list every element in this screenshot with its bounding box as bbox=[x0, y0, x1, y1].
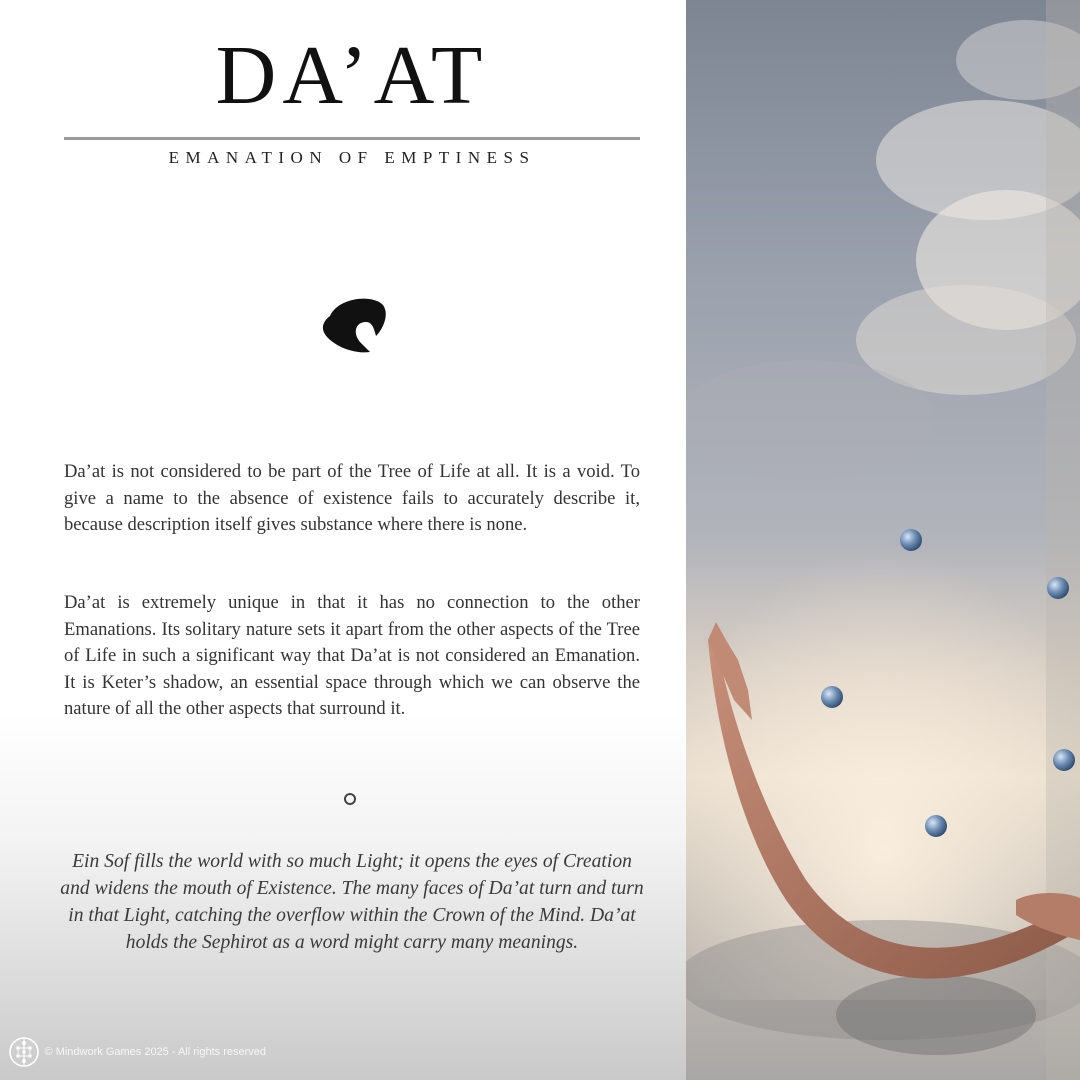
page-title: DA’AT bbox=[215, 29, 489, 122]
page-subtitle: EMANATION OF EMPTINESS bbox=[168, 148, 536, 167]
body-paragraph-1: Da’at is not considered to be part of the Tree of Life at all. It is a void. To give a name to the absence of existence fails to accurately describe it, because description itself gives substance where there is none. bbox=[64, 461, 640, 535]
title-divider bbox=[64, 137, 640, 140]
copyright-notice: © Mindwork Games 2025 - All rights reserved bbox=[44, 1046, 266, 1058]
body-paragraph-2: Da’at is extremely unique in that it has no connection to the other Emanations. Its solitary nature sets it apart from the other aspects of the Tree of Life in such a significant way that Da’at is not considered an Emanation. It is Keter’s shadow, an essential space through which we can observe the nature of all the other aspects that surround it. bbox=[64, 592, 640, 719]
flavor-quote: Ein Sof fills the world with so much Light; it opens the eyes of Creation and widens the mouth of Existence. The many faces of Da’at turn and turn in that Light, catching the overflow within the Crown of the Mind. Da’at holds the Sephirot as a word might carry many meanings. bbox=[60, 851, 644, 953]
daat-sigil-icon bbox=[318, 292, 388, 356]
hand-with-floating-orbs-illustration bbox=[686, 0, 1080, 1080]
section-divider-circle bbox=[344, 793, 356, 805]
tree-of-life-logo-icon bbox=[8, 1036, 40, 1068]
